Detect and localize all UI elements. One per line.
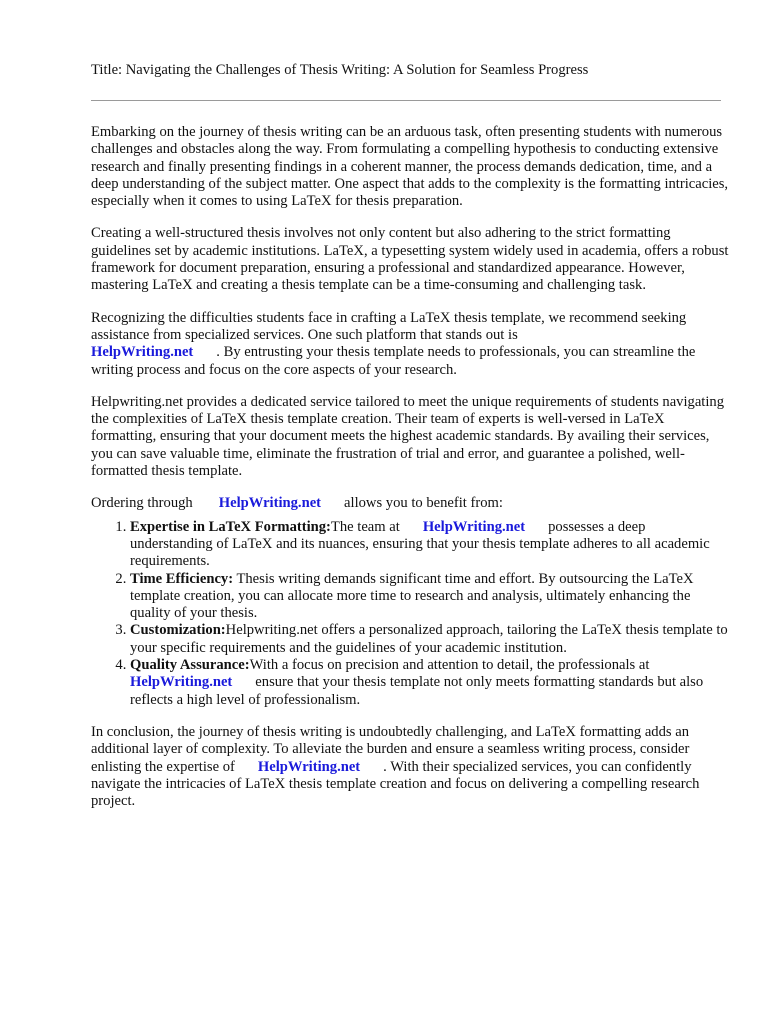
list-item-text: The team at (330, 518, 400, 535)
list-item-text: With a focus on precision and attention to detail, the professionals at (249, 657, 650, 674)
list-item-text: ensure that your thesis template not only meets formatting standards but also reflects a high level of professionalism. (130, 674, 704, 708)
paragraph-latex: Creating a well-structured thesis involves not only content but also adhering to the strict formatting guidelines set by academic institutions. LaTeX, a typesetting system widely used in academia, offers a robust framework for document preparation, ensuring a professional and standardized appearance. However, mastering LaTeX and creating a thesis template can be a time-consuming and challenging task. (91, 225, 729, 294)
paragraph-intro: Embarking on the journey of thesis writing can be an arduous task, often presenting students with numerous challenges and obstacles along the way. From formulating a compelling hypothesis to conducting extensive research and finally presenting findings in a coherent manner, the process demands dedication, time, and a deep understanding of the subject matter. One aspect that adds to the complexity is the formatting intricacies, especially when it comes to using LaTeX for thesis preparation. (91, 124, 729, 210)
paragraph-conclusion (91, 724, 731, 810)
list-item-term: Time Efficiency: (130, 570, 234, 587)
list-item-term: Customization: (130, 622, 226, 639)
helpwriting-link[interactable]: HelpWriting.net (218, 495, 322, 512)
helpwriting-link[interactable]: HelpWriting.net (91, 344, 194, 361)
paragraph-text: allows you to benefit from: (344, 495, 503, 512)
paragraph-text: In conclusion, the journey of thesis writing is undoubtedly challenging, and LaTeX formatting adds an additional layer of complexity. To alleviate the burden and ensure a seamless writing process, consider enlisting the expertise of (91, 723, 690, 775)
paragraph-text: Recognizing the difficulties students face in crafting a LaTeX thesis template, we recommend seeking assistance from specialized services. One such platform that stands out is (91, 309, 687, 343)
list-item-text: Helpwriting.net offers a personalized approach, tailoring the LaTeX thesis template to your specific requirements and the guidelines of your academic institution. (130, 622, 728, 656)
paragraph-text: . By entrusting your thesis template needs to professionals, you can streamline the writing process and focus on the core aspects of your research. (91, 344, 696, 378)
list-item (130, 657, 731, 709)
list-item-text: Thesis writing demands significant time and effort. By outsourcing the LaTeX template creation, you can allocate more time to research and analysis, ultimately enhancing the quality of your thesis. (130, 570, 694, 622)
paragraph-recommendation (91, 310, 731, 379)
list-item (130, 571, 731, 623)
paragraph-ordering (91, 495, 731, 512)
paragraph-text: . With their specialized services, you can confidently navigate the intricacies of LaTeX thesis template creation and focus on delivering a compelling research project. (91, 758, 700, 810)
title-divider (91, 100, 721, 101)
helpwriting-link[interactable]: HelpWriting.net (422, 518, 526, 535)
list-item-term: Expertise in LaTeX Formatting: (130, 518, 331, 535)
list-item (130, 622, 731, 657)
list-item-term: Quality Assurance: (130, 657, 250, 674)
document-title: Title: Navigating the Challenges of Thesis Writing: A Solution for Seamless Progress (91, 62, 589, 78)
paragraph-service: Helpwriting.net provides a dedicated service tailored to meet the unique requirements of students navigating the complexities of LaTeX thesis template creation. Their team of experts is well-versed in LaTeX formatting, ensuring that your document meets the highest academic standards. By availing their services, you can save valuable time, eliminate the frustration of trial and error, and guarantee a polished, well-formatted thesis template. (91, 393, 725, 480)
document-body (91, 124, 731, 825)
list-item (130, 519, 731, 571)
list-item-text: possesses a deep understanding of LaTeX and its nuances, ensuring that your thesis template adheres to all academic requirements. (130, 518, 710, 570)
paragraph-text: Ordering through (91, 495, 193, 512)
benefits-list (91, 519, 731, 709)
helpwriting-link[interactable]: HelpWriting.net (257, 758, 361, 775)
helpwriting-link[interactable]: HelpWriting.net (130, 674, 233, 691)
